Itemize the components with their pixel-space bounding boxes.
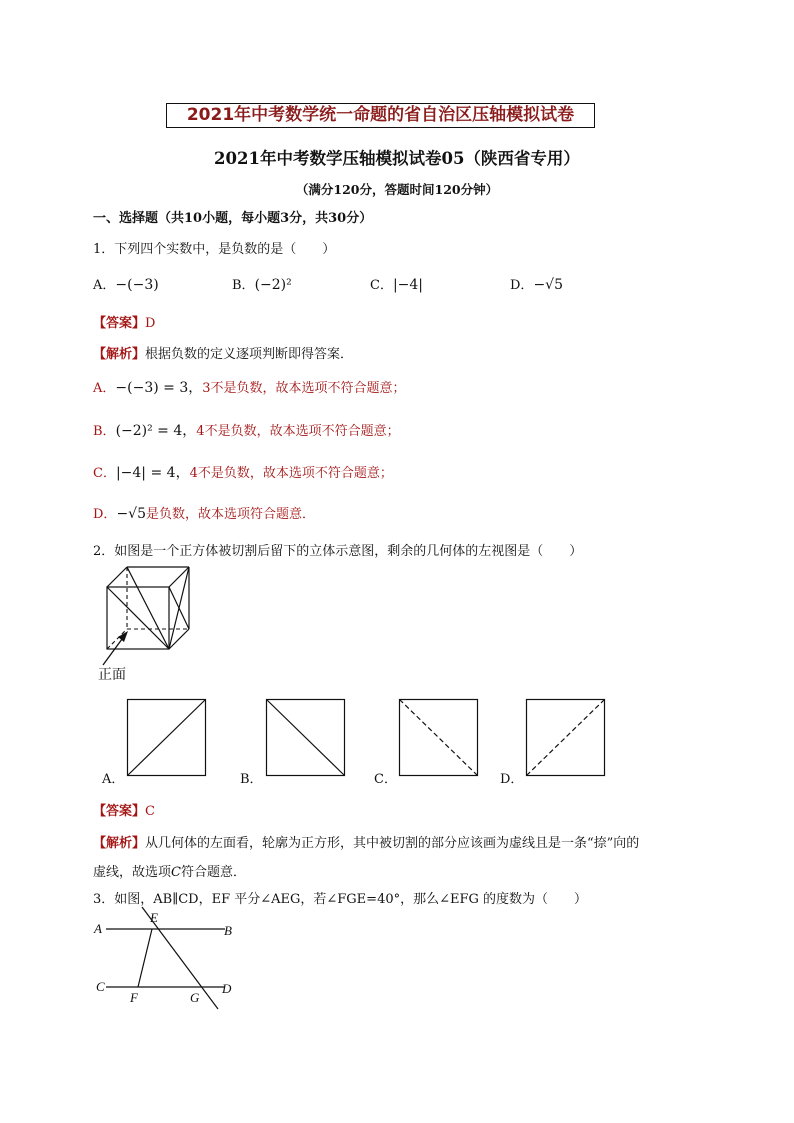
point-d: D [222,981,232,996]
option-label: A． [93,278,116,293]
q3-stem: 3．如图，AB∥CD，EF 平分∠AEG，若∠FGE=40°，那么∠EFG 的度数为（ ） [93,892,588,907]
q1-option-c [370,274,423,293]
option-label: C． [370,278,393,293]
line-text: 不是负数，故本选项不符合题意； [210,381,406,396]
point-a: A [94,921,102,936]
q2-analysis-line1 [93,832,639,851]
answer-value: C [145,804,155,819]
q2-option-d-label: D． [500,772,524,787]
q1-solution-c [93,462,393,482]
cube-figure [95,565,205,675]
line-label: A． [93,381,116,396]
q2-option-d-figure [526,699,606,777]
q2-answer [93,800,155,819]
analysis-text: 虚线，故选项 [93,865,172,880]
line-expr: −√5 [116,506,146,522]
line-text: 是负数，故本选项符合题意． [146,507,316,522]
option-expr: −√5 [533,277,563,293]
q2-stem: 2．如图是一个正方体被切割后留下的立体示意图，剩余的几何体的左视图是（ ） [93,544,583,559]
q1-solution-b [93,420,400,440]
option-expr: −(−3) [115,277,159,293]
option-expr: |−4| [392,277,424,293]
answer-tag: 【答案】 [93,804,146,819]
line-num: 4 [189,466,198,481]
q2-option-a-figure [127,699,207,777]
q1-answer [93,312,155,331]
line-label: C． [93,466,116,481]
paper-subtitle: （满分120分，答题时间120分钟） [295,182,499,197]
answer-value: D [145,316,156,331]
point-e: E [150,910,158,925]
q1-solution-a [93,377,406,397]
line-text: 不是负数，故本选项不符合题意； [204,424,400,439]
point-g: G [190,990,200,1005]
option-expr: (−2)² [254,277,292,293]
q3-figure [90,905,230,1010]
banner-title: 2021年中考数学统一命题的省自治区压轴模拟试卷 [166,103,595,128]
q1-option-a [93,274,159,293]
point-f: F [130,990,138,1005]
analysis-text: 根据负数的定义逐项判断即得答案． [145,347,354,362]
section-heading: 一、选择题（共10小题，每小题3分，共30分） [93,211,373,226]
q1-option-d [510,274,563,293]
point-c: C [96,979,105,994]
point-b: B [224,923,232,938]
q2-option-b-figure [266,699,346,777]
line-text: 不是负数，故本选项不符合题意； [197,466,393,481]
analysis-text-end: 符合题意． [180,865,246,880]
paper-title: 2021年中考数学压轴模拟试卷05（陕西省专用） [214,149,580,168]
answer-tag: 【答案】 [93,316,146,331]
q1-stem: 1．下列四个实数中，是负数的是（ ） [93,242,336,257]
q1-option-b [232,274,292,293]
line-num: 3 [202,381,211,396]
q2-option-c-figure [399,699,479,777]
analysis-text: 从几何体的左面看，轮廓为正方形，其中被切割的部分应该画为虚线且是一条“捺”向的 [145,836,640,851]
front-label: 正面 [98,667,126,683]
option-label: B． [232,278,255,293]
line-expr: |−4| = 4， [115,465,190,481]
line-expr: (−2)² = 4， [115,423,197,439]
line-num: 4 [196,424,205,439]
q2-option-b-label: B． [240,772,263,787]
q2-analysis-line2 [93,861,246,880]
q1-analysis [93,343,353,362]
analysis-tag: 【解析】 [93,836,146,851]
segment-ef [138,929,152,987]
q2-option-c-label: C． [374,772,397,787]
q2-option-a-label: A． [102,772,125,787]
analysis-option: C [171,865,181,880]
q1-solution-d [93,503,315,522]
analysis-tag: 【解析】 [93,347,146,362]
line-label: D． [93,507,117,522]
line-expr: −(−3) = 3， [115,380,203,396]
option-label: D． [510,278,534,293]
line-label: B． [93,424,116,439]
